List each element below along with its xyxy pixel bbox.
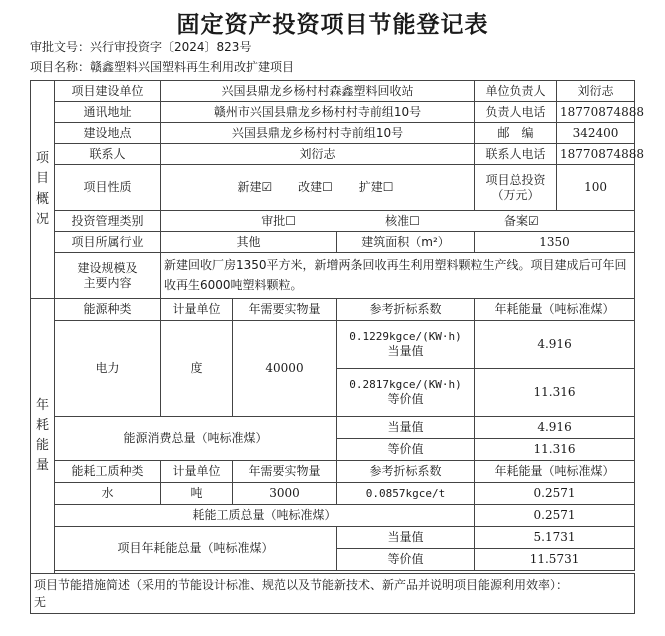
mgmt-approve-checkbox[interactable]: 审批☐ [261, 213, 297, 228]
electricity-coef-1-value: 0.1229kgce/(KW·h) [349, 330, 462, 344]
header-coef: 参考折标系数 [337, 299, 475, 321]
mgmt-options [161, 211, 635, 232]
industry-value: 其他 [161, 232, 337, 253]
overview-side-label: 项 目 概 况 [31, 81, 55, 299]
contact-value: 刘衍志 [161, 144, 475, 165]
invest-label: 项目总投资 （万元） [475, 165, 557, 211]
nature-new-checkbox[interactable]: 新建☑ [237, 180, 273, 194]
header-energy-type: 能源种类 [55, 299, 161, 321]
energy-measures [31, 574, 635, 614]
project-name: 项目名称：赣鑫塑料兴国塑料再生利用改扩建项目 [30, 60, 295, 74]
address-value: 赣州市兴国县鼎龙乡杨村村寺前组10号 [161, 102, 475, 123]
mgmt-record-checkbox[interactable]: 备案☑ [503, 213, 539, 228]
postcode-label: 邮 编 [475, 123, 557, 144]
medium-total-label: 耗能工质总量（吨标准煤） [55, 505, 475, 527]
area-label: 建筑面积（m²） [337, 232, 475, 253]
unit-value: 兴国县鼎龙乡杨村村森鑫塑料回收站 [161, 81, 475, 102]
site-value: 兴国县鼎龙乡杨村村寺前组10号 [161, 123, 475, 144]
header-unit: 计量单位 [161, 299, 233, 321]
water-unit: 吨 [161, 483, 233, 505]
water-amount: 3000 [233, 483, 337, 505]
nature-label: 项目性质 [55, 165, 161, 211]
electricity-annual-2: 11.316 [475, 369, 635, 417]
electricity-coef-2 [337, 369, 475, 417]
leader-label: 单位负责人 [475, 81, 557, 102]
grand-total-equiv: 11.5731 [475, 549, 635, 571]
energy-total-eq-label: 当量值 [337, 417, 475, 439]
medium-total: 0.2571 [475, 505, 635, 527]
electricity-coef-2-label: 等价值 [387, 391, 424, 406]
mgmt-verify-checkbox[interactable]: 核准☐ [385, 213, 420, 228]
nature-options [161, 165, 475, 211]
header2-amount: 年需要实物量 [233, 461, 337, 483]
electricity-unit: 度 [161, 321, 233, 417]
document-title: 固定资产投资项目节能登记表 [176, 11, 489, 38]
grand-total-equiv-label: 等价值 [337, 549, 475, 571]
energy-measures-value: 无 [34, 595, 47, 610]
unit-label: 项目建设单位 [55, 81, 161, 102]
header2-unit: 计量单位 [161, 461, 233, 483]
leader-value: 刘衍志 [557, 81, 635, 102]
electricity-amount: 40000 [233, 321, 337, 417]
electricity-coef-1 [337, 321, 475, 369]
scale-value: 新建回收厂房1350平方米，新增两条回收再生利用塑料颗粒生产线。项目建成后可年回收再生6000吨塑料颗粒。 [161, 253, 635, 299]
grand-total-label: 项目年耗能总量（吨标准煤） [55, 527, 337, 571]
energy-measures-label: 项目节能措施简述（采用的节能设计标准、规范以及节能新技术、新产品并说明项目能源利用效率）： [34, 578, 569, 592]
energy-side-label: 年 耗 能 量 [31, 299, 55, 574]
electricity-coef-2-value: 0.2817kgce/(KW·h) [349, 378, 462, 392]
energy-total-equiv-label: 等价值 [337, 439, 475, 461]
electricity-type: 电力 [55, 321, 161, 417]
header2-medium-type: 能耗工质种类 [55, 461, 161, 483]
electricity-annual-1: 4.916 [475, 321, 635, 369]
mgmt-label: 投资管理类别 [55, 211, 161, 232]
water-annual: 0.2571 [475, 483, 635, 505]
header2-coef: 参考折标系数 [337, 461, 475, 483]
area-value: 1350 [475, 232, 635, 253]
leader-phone-value: 18770874888 [557, 102, 635, 123]
header-amount: 年需要实物量 [233, 299, 337, 321]
energy-total-equiv: 11.316 [475, 439, 635, 461]
water-type: 水 [55, 483, 161, 505]
energy-total-eq: 4.916 [475, 417, 635, 439]
energy-registration-table [30, 80, 645, 614]
grand-total-eq-label: 当量值 [337, 527, 475, 549]
approval-number: 审批文号：兴行审投资字〔2024〕823号 [30, 40, 252, 54]
leader-phone-label: 负责人电话 [475, 102, 557, 123]
water-coef: 0.0857kgce/t [337, 483, 475, 505]
industry-label: 项目所属行业 [55, 232, 161, 253]
header2-annual: 年耗能量（吨标准煤） [475, 461, 635, 483]
contact-phone-label: 联系人电话 [475, 144, 557, 165]
contact-phone-value: 18770874888 [557, 144, 635, 165]
nature-expand-checkbox[interactable]: 扩建☐ [358, 180, 394, 194]
nature-rebuild-checkbox[interactable]: 改建☐ [298, 180, 333, 194]
site-label: 建设地点 [55, 123, 161, 144]
address-label: 通讯地址 [55, 102, 161, 123]
grand-total-eq: 5.1731 [475, 527, 635, 549]
contact-label: 联系人 [55, 144, 161, 165]
postcode-value: 342400 [557, 123, 635, 144]
scale-label: 建设规模及 主要内容 [55, 253, 161, 299]
invest-value: 100 [557, 165, 635, 211]
energy-total-label: 能源消费总量（吨标准煤） [55, 417, 337, 461]
electricity-coef-1-label: 当量值 [387, 343, 424, 358]
header-annual: 年耗能量（吨标准煤） [475, 299, 635, 321]
